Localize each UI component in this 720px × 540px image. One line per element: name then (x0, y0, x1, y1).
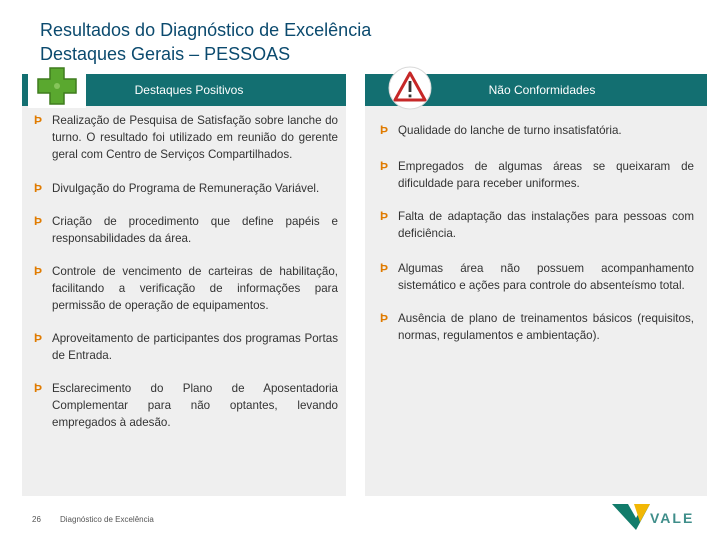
list-item (380, 158, 694, 192)
list-item (34, 380, 338, 431)
page-number: 26 (32, 515, 41, 524)
list-item-text: Falta de adaptação das instalações para pessoas com deficiência. (398, 210, 694, 240)
list-item (380, 260, 694, 294)
bullet-icon: Þ (34, 331, 43, 345)
vale-logo-text: VALE (650, 510, 695, 526)
bullet-icon: Þ (34, 113, 43, 127)
list-item (34, 263, 338, 314)
list-item-text: Esclarecimento do Plano de Aposentadoria Complementar para não optantes, levando empregados à adesão. (52, 382, 338, 429)
plus-icon (28, 64, 86, 108)
list-item (380, 310, 694, 344)
list-item (34, 112, 338, 163)
list-item-text: Divulgação do Programa de Remuneração Variável. (52, 182, 320, 195)
list-item-text: Aproveitamento de participantes dos programas Portas de Entrada. (52, 332, 338, 362)
list-item-text: Qualidade do lanche de turno insatisfatória. (398, 124, 622, 137)
non-conformities-list (380, 122, 694, 344)
bullet-icon: Þ (34, 381, 43, 395)
page-title: Resultados do Diagnóstico de Excelência (40, 20, 372, 40)
list-item (380, 122, 694, 139)
list-item-text: Empregados de algumas áreas se queixaram de dificuldade para receber uniformes. (398, 160, 694, 190)
list-item (34, 213, 338, 247)
bullet-icon: Þ (380, 159, 389, 173)
bullet-icon: Þ (380, 209, 389, 223)
list-item (380, 208, 694, 242)
list-item (34, 180, 338, 197)
bullet-icon: Þ (380, 261, 389, 275)
footer-text: Diagnóstico de Excelência (60, 515, 154, 524)
bullet-icon: Þ (34, 214, 43, 228)
list-item-text: Controle de vencimento de carteiras de habilitação, facilitando a verificação de informações para permissão de operação de equipamentos. (52, 265, 338, 312)
positive-highlights-list (34, 112, 338, 431)
bullet-icon: Þ (380, 311, 389, 325)
page-subtitle: Destaques Gerais – PESSOAS (40, 44, 291, 64)
warning-icon (388, 66, 432, 110)
positive-highlights-header-label: Destaques Positivos (134, 83, 244, 97)
list-item-text: Ausência de plano de treinamentos básicos (requisitos, normas, regulamentos e ambientação). (398, 312, 694, 342)
list-item-text: Realização de Pesquisa de Satisfação sobre lanche do turno. O resultado foi utilizado em reunião do gerente geral com Centro de Serviços Compartilhados. (52, 114, 338, 161)
bullet-icon: Þ (34, 181, 43, 195)
list-item-text: Criação de procedimento que define papéis e responsabilidades da área. (52, 215, 338, 245)
list-item (34, 330, 338, 364)
bullet-icon: Þ (34, 264, 43, 278)
title-block (40, 18, 371, 66)
bullet-icon: Þ (380, 123, 389, 137)
list-item-text: Algumas área não possuem acompanhamento sistemático e ações para controle do absenteísmo total. (398, 262, 694, 292)
non-conformities-header-label: Não Conformidades (488, 83, 596, 97)
